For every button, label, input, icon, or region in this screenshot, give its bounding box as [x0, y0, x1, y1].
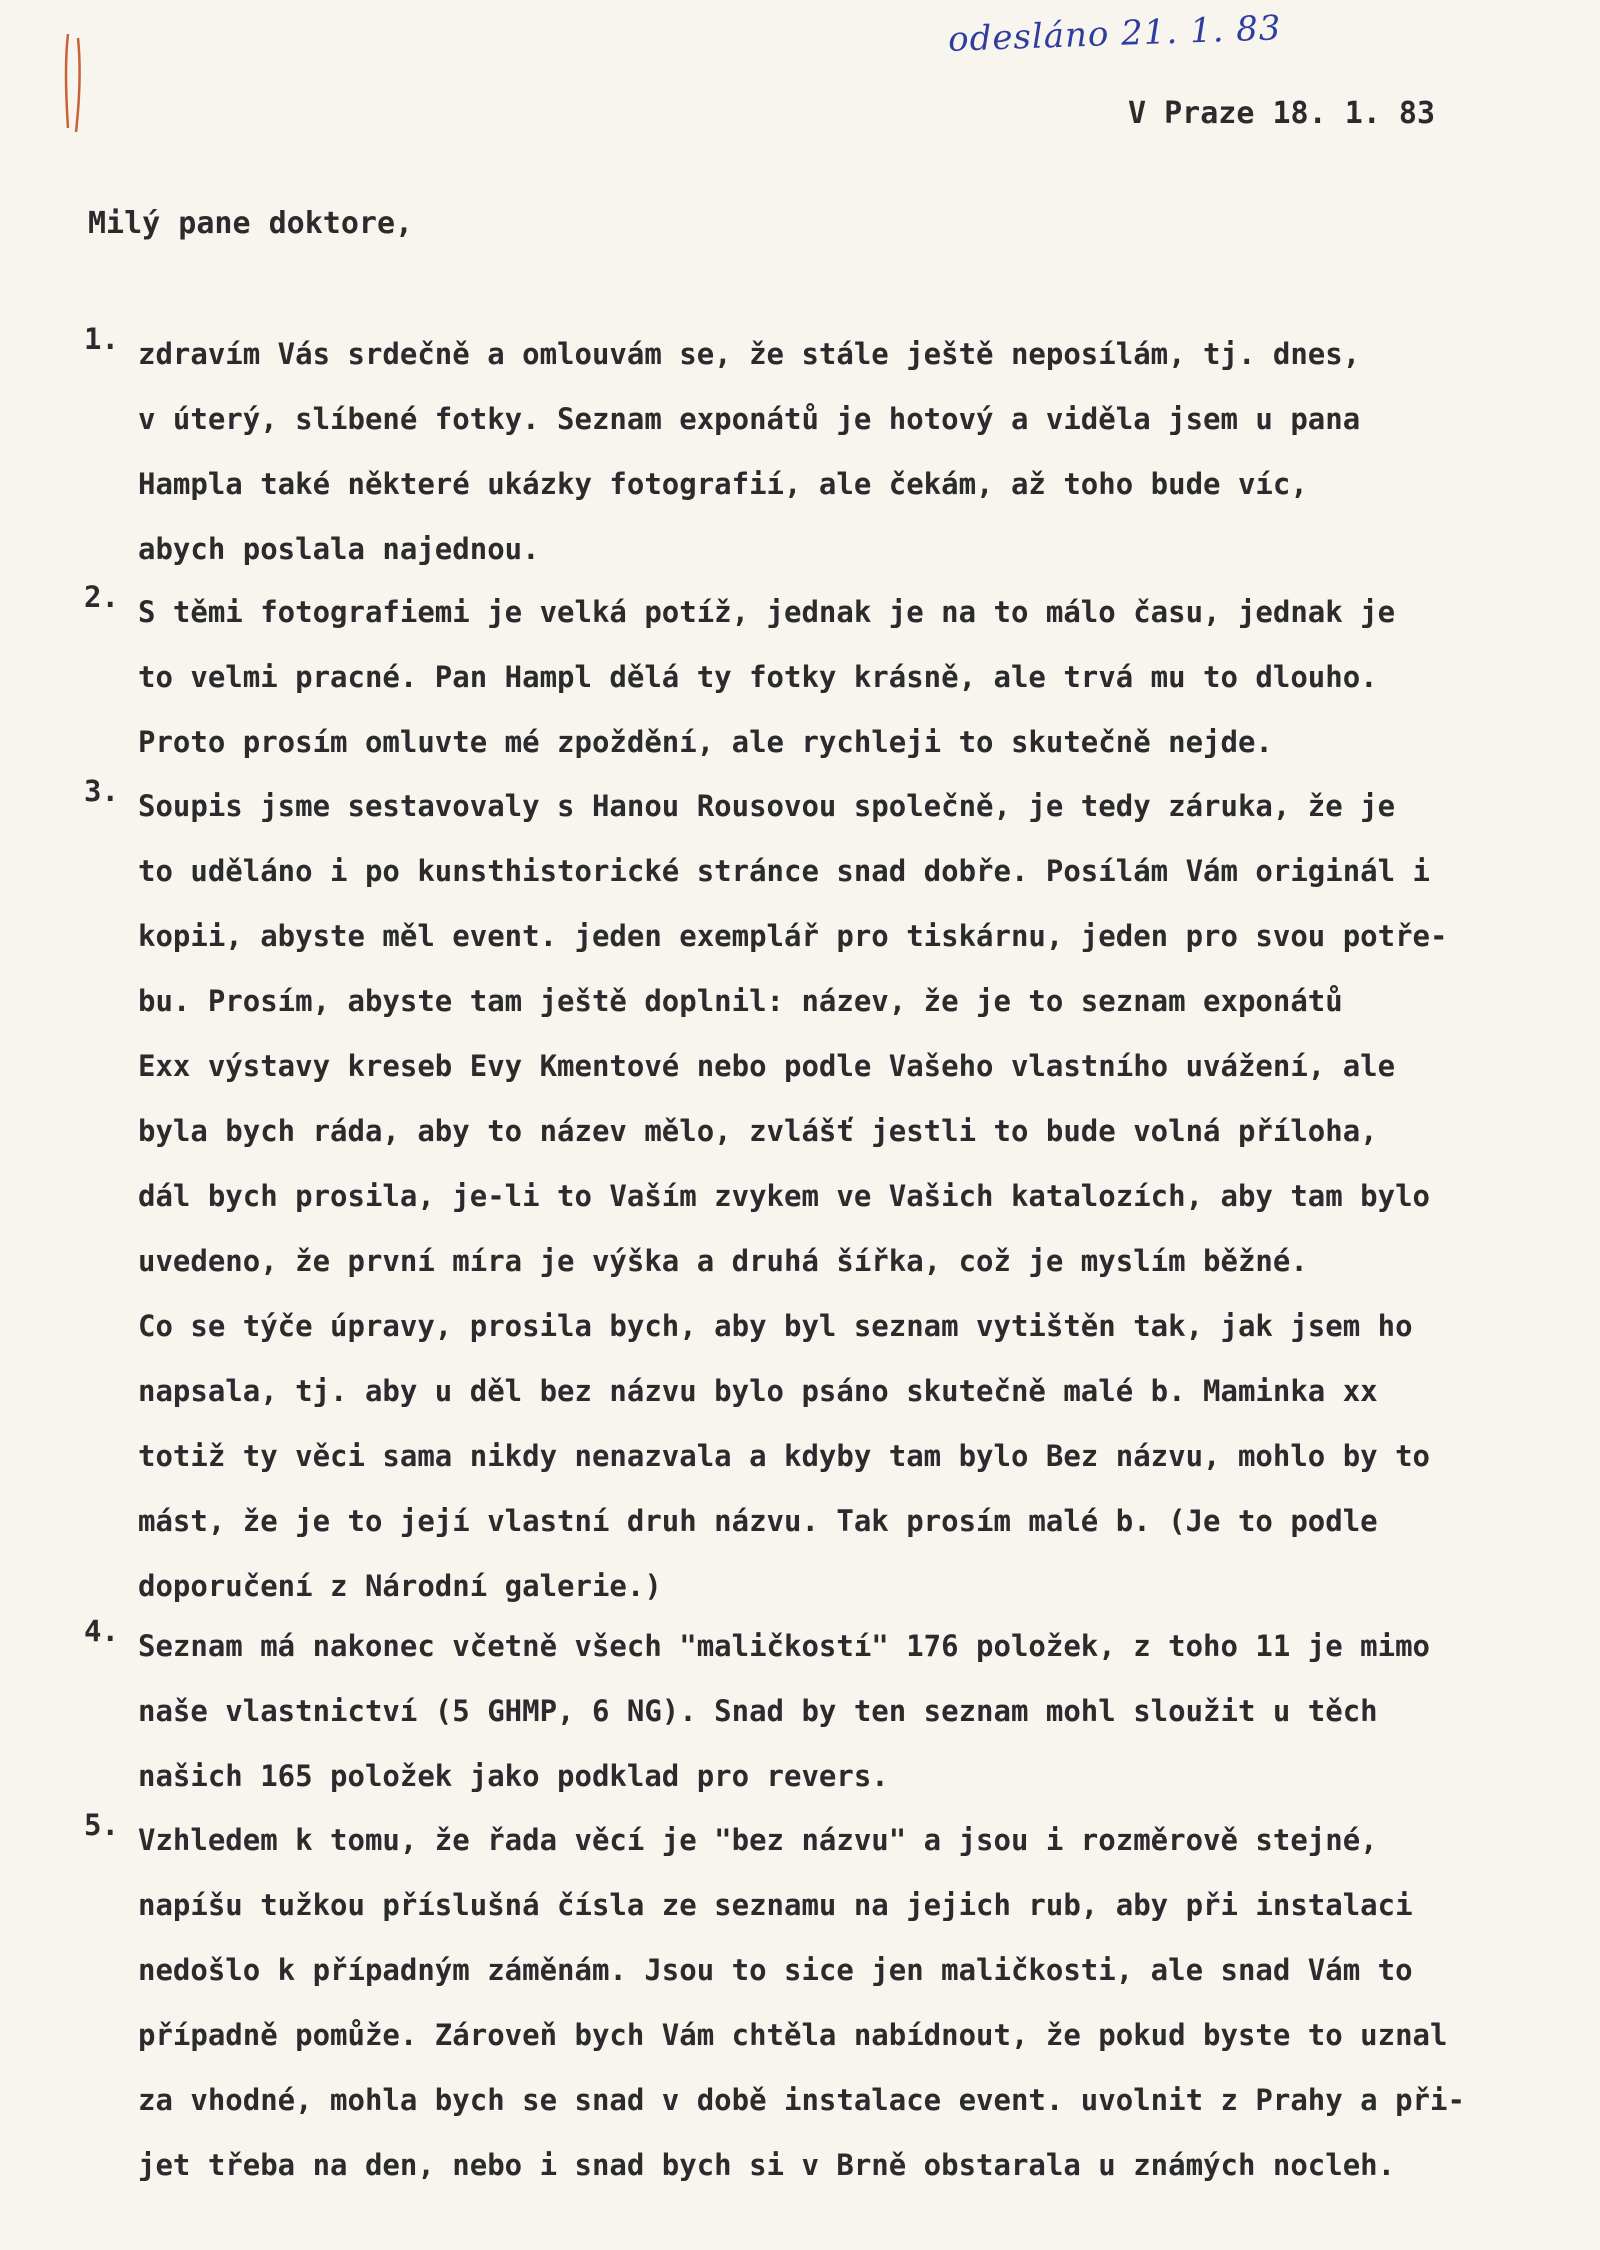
text-line: S těmi fotografiemi je velká potíž, jednak je na to málo času, jednak je	[138, 595, 1396, 629]
paragraph-3	[84, 774, 1447, 1619]
paragraph-5	[84, 1808, 1465, 2198]
text-line: naše vlastnictví (5 GHMP, 6 NG). Snad by ten seznam mohl sloužit u těch	[138, 1694, 1378, 1728]
text-line: bu. Prosím, abyste tam ještě doplnil: název, že je to seznam exponátů	[138, 984, 1343, 1018]
handwritten-sent-note: odesláno 21. 1. 83	[947, 8, 1283, 60]
text-line: Vzhledem k tomu, že řada věcí je "bez názvu" a jsou i rozměrově stejné,	[138, 1823, 1378, 1857]
paragraph-number: 5.	[84, 1808, 119, 1842]
paragraph-4	[84, 1614, 1430, 1809]
text-line: byla bych ráda, aby to název mělo, zvlášť jestli to bude volná příloha,	[138, 1114, 1378, 1148]
text-line: doporučení z Národní galerie.)	[138, 1569, 662, 1603]
text-line: Co se týče úpravy, prosila bych, aby byl seznam vytištěn tak, jak jsem ho	[138, 1309, 1413, 1343]
text-line: Exx výstavy kreseb Evy Kmentové nebo podle Vašeho vlastního uvážení, ale	[138, 1049, 1396, 1083]
text-line: napsala, tj. aby u děl bez názvu bylo psáno skutečně malé b. Maminka xx	[138, 1374, 1378, 1408]
salutation: Milý pane doktore,	[88, 206, 414, 241]
paragraph-2	[84, 580, 1395, 775]
letter-date: V Praze 18. 1. 83	[1128, 96, 1436, 131]
text-line: případně pomůže. Zároveň bych Vám chtěla nabídnout, že pokud byste to uznal	[138, 2018, 1448, 2052]
text-line: Seznam má nakonec včetně všech "maličkostí" 176 položek, z toho 11 je mimo	[138, 1629, 1431, 1663]
text-line: Soupis jsme sestavovaly s Hanou Rousovou společně, je tedy záruka, že je	[138, 789, 1396, 823]
text-line: za vhodné, mohla bych se snad v době instalace event. uvolnit z Prahy a při-	[138, 2083, 1465, 2117]
text-line: totiž ty věci sama nikdy nenazvala a kdyby tam bylo Bez názvu, mohlo by to	[138, 1439, 1431, 1473]
text-line: mást, že je to její vlastní druh názvu. Tak prosím malé b. (Je to podle	[138, 1504, 1378, 1538]
text-line: kopii, abyste měl event. jeden exemplář pro tiskárnu, jeden pro svou potře-	[138, 919, 1448, 953]
text-line: jet třeba na den, nebo i snad bych si v Brně obstarala u známých nocleh.	[138, 2148, 1396, 2182]
text-line: našich 165 položek jako podklad pro revers.	[138, 1759, 889, 1793]
text-line: v úterý, slíbené fotky. Seznam exponátů je hotový a viděla jsem u pana	[138, 402, 1361, 436]
paragraph-number: 3.	[84, 774, 119, 808]
paragraph-number: 2.	[84, 580, 119, 614]
text-line: to uděláno i po kunsthistorické stránce snad dobře. Posílám Vám originál i	[138, 854, 1431, 888]
paragraph-number: 4.	[84, 1614, 119, 1648]
staple-holes-mark	[62, 28, 86, 138]
text-line: to velmi pracné. Pan Hampl dělá ty fotky krásně, ale trvá mu to dlouho.	[138, 660, 1378, 694]
text-line: dál bych prosila, je-li to Vaším zvykem ve Vašich katalozích, aby tam bylo	[138, 1179, 1431, 1213]
text-line: uvedeno, že první míra je výška a druhá šířka, což je myslím běžné.	[138, 1244, 1308, 1278]
paragraph-number: 1.	[84, 322, 119, 356]
text-line: abych poslala najednou.	[138, 532, 540, 566]
text-line: Proto prosím omluvte mé zpoždění, ale rychleji to skutečně nejde.	[138, 725, 1273, 759]
text-line: Hampla také některé ukázky fotografií, ale čekám, až toho bude víc,	[138, 467, 1308, 501]
paragraph-1	[84, 322, 1360, 582]
text-line: nedošlo k případným záměnám. Jsou to sice jen maličkosti, ale snad Vám to	[138, 1953, 1413, 1987]
text-line: zdravím Vás srdečně a omlouvám se, že stále ještě neposílám, tj. dnes,	[138, 337, 1361, 371]
text-line: napíšu tužkou příslušná čísla ze seznamu na jejich rub, aby při instalaci	[138, 1888, 1413, 1922]
